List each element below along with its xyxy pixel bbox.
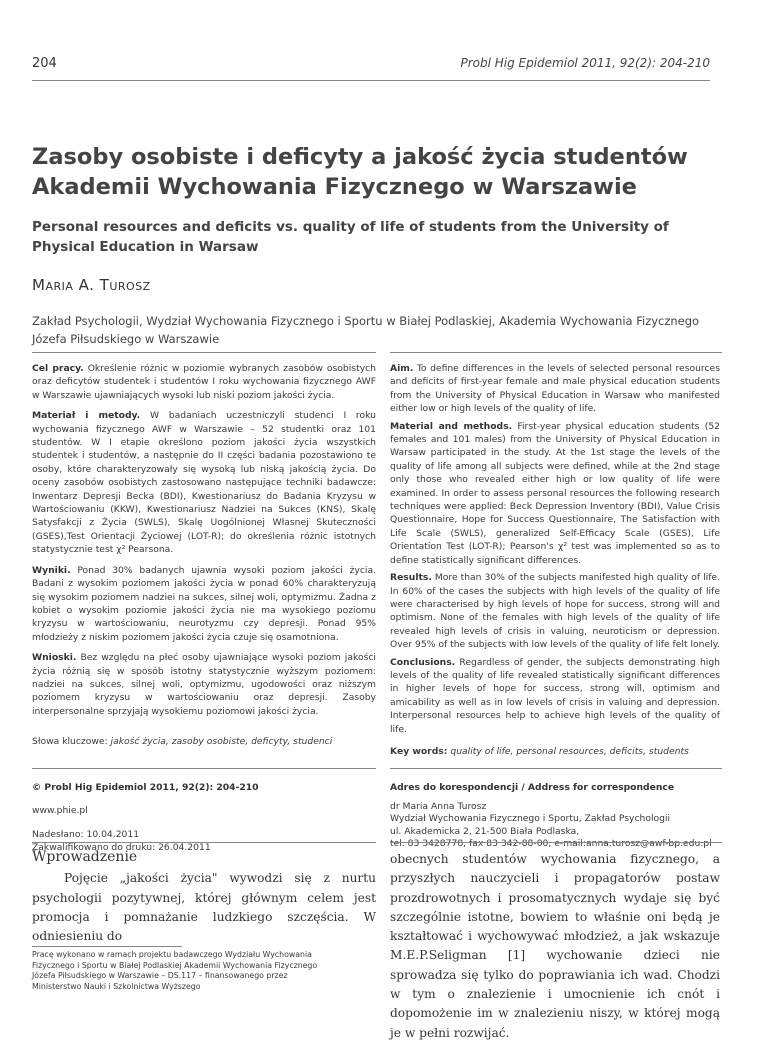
abstract-pl-results <box>32 564 376 644</box>
abstract-divider-right <box>390 352 722 353</box>
meta-divider-left <box>32 768 376 769</box>
funding-footnote: Pracę wykonano w ramach projektu badawczego Wydziału Wychowania Fizycznego i Sportu w Białej Podlaskiej Akademii Wychowania Fizycznego Józefa Piłsudskiego w Warszawie – DS.117 – finansowanego przez Ministerstwo Nauki i Szkolnictwa Wyższego <box>32 950 318 991</box>
keywords-pl-text: jakość życia, zasoby osobiste, deficyty, studenci <box>110 736 333 747</box>
abstract-pl-methods <box>32 409 376 556</box>
body-column-left <box>32 848 376 946</box>
correspondence-heading-text: Adres do korespondencji / Address for correspondence <box>390 782 675 793</box>
copyright-line <box>32 782 376 795</box>
keywords-polish <box>32 736 376 747</box>
intro-paragraph-left: Pojęcie „jakości życia" wywodzi się z nurtu psychologii pozytywnej, której głównym celem jest promocja i pomnażanie ludzkiego szczęścia. W odniesieniu do <box>32 871 376 944</box>
abstract-pl-conclusions-label: Wnioski. <box>32 652 77 664</box>
abstract-en-aim-label: Aim. <box>390 363 414 374</box>
received-date: Nadesłano: 10.04.2011 <box>32 829 140 840</box>
affiliation: Zakład Psychologii, Wydział Wychowania Fizycznego i Sportu w Białej Podlaskiej, Akademia Wychowania Fizycznego Józefa Piłsudskiego w Warszawie <box>32 314 700 346</box>
abstract-pl-aim-label: Cel pracy. <box>32 363 84 374</box>
abstract-pl-results-label: Wyniki. <box>32 564 71 576</box>
abstract-en-aim <box>390 362 720 416</box>
journal-reference: Probl Hig Epidemiol 2011, 92(2): 204-210 <box>460 56 710 70</box>
journal-website: www.phie.pl <box>32 804 88 816</box>
correspondence-heading <box>390 782 720 795</box>
abstract-en-conclusions-text: Regardless of gender, the subjects demonstrating high levels of the quality of life revealed statistically significant differences in higher levels of hope for success, strong will, optimism and amicability as well as in low levels of crisis in valuing and depression. Interpersonal resources help to achieve high levels of the quality of life. <box>390 656 721 735</box>
correspondence-name: dr Maria Anna Turosz <box>390 800 487 812</box>
title-polish: Zasoby osobiste i deficyty a jakość życia studentów Akademii Wychowania Fizycznego w Warszawie <box>32 144 688 200</box>
abstract-pl-conclusions <box>32 651 376 718</box>
header-divider <box>32 80 710 81</box>
section-heading-introduction: Wprowadzenie <box>32 849 138 865</box>
keywords-en-text: quality of life, personal resources, deficits, students <box>450 746 689 757</box>
meta-divider-right <box>390 768 722 769</box>
abstract-pl-methods-label: Materiał i metody. <box>32 410 141 422</box>
abstract-en-results <box>390 571 720 651</box>
body-divider-right <box>390 842 722 843</box>
keywords-en-label: Key words: <box>390 746 448 757</box>
correspondence-dept: Wydział Wychowania Fizycznego i Sportu, Zakład Psychologii <box>390 813 671 824</box>
abstract-en-conclusions <box>390 656 720 736</box>
abstract-english <box>390 362 720 740</box>
abstract-en-methods <box>390 420 720 567</box>
abstract-en-methods-label: Material and methods. <box>390 420 513 432</box>
abstract-en-results-text: More than 30% of the subjects manifested high quality of life. In 60% of the cases the subjects with high levels of the quality of life were characterised by high levels of hope for success, strong will and optimism. None of the females with high levels of the quality of life revealed high levels of crisis in valuing, neuroticism or depression. Over 95% of the subjects with low levels of the quality of life felt lonely. <box>390 572 720 651</box>
abstract-en-conclusions-label: Conclusions. <box>390 656 456 668</box>
intro-paragraph-right: obecnych studentów wychowania fizycznego, a przyszłych nauczycieli i propagatorów postaw prozdrowotnych i prosomatycznych wydaje się być szczególnie istotne, bowiem to właśnie oni będą je kształtować i wychowywać młodzież, a jak wskazuje M.E.P.Seligman [1] wychowanie dzieci nie sprowadza się tylko do poprawiania ich wad. Chodzi w tym o znalezienie i umocnienie ich cnót i dopomożenie im w znalezieniu niszy, w której mogą je w pełni rozwijać. <box>390 852 720 1040</box>
correspondence-contact: tel. 83 3428778, fax 83 342-88-00, e-mail:anna.turosz@awf-bp.edu.pl <box>390 838 712 849</box>
abstract-en-aim-text: To define differences in the levels of selected personal resources and deficits of first-year female and male physical education students from the University of Physical Education in Warsaw who manifested either low or high levels of the quality of life. <box>390 363 720 415</box>
abstract-divider-left <box>32 352 376 353</box>
title-english: Personal resources and deficits vs. quality of life of students from the University of Physical Education in Warsaw <box>32 219 669 255</box>
abstract-polish <box>32 362 376 725</box>
page-number: 204 <box>32 56 57 71</box>
abstract-pl-aim-text: Określenie różnic w poziomie wybranych zasobów osobistych oraz deficytów studentek i studentów I roku wychowania fizycznego AWF w Warszawie ujawniających wysoki lub niski poziom jakości życia. <box>32 363 377 401</box>
keywords-pl-label: Słowa kluczowe: <box>32 736 108 747</box>
accepted-date: Zakwalifikowano do druku: 26.04.2011 <box>32 841 211 853</box>
author: Maria A. Turosz <box>32 276 151 294</box>
footnote-divider <box>32 946 182 947</box>
abstract-en-methods-text: First-year physical education students (52 females and 101 males) from the University of Physical Education in Warsaw participated in the study. At the 1st stage the levels of the quality of life among all subjects were defined, while at the 2nd stage only those who revealed either high or low quality of life were examined. In order to assess personal resources the following research techniques were applied: Beck Depression Inventory (BDI), Value Crisis Questionnaire, Hope for Success Questionnaire, The Satisfaction with Life Scale (SWLS), generalized Self-Efficacy Scale (GSES), Life Orientation Test (LOT-R); Pearson's χ² test was implemented so as to define statistically significant differences. <box>390 420 721 566</box>
article-metadata <box>32 782 376 854</box>
body-column-right <box>390 850 720 1043</box>
abstract-pl-aim <box>32 362 376 402</box>
abstract-pl-results-text: Ponad 30% badanych ujawnia wysoki poziom jakości życia. Badani z wysokim poziomem jakości życia w ponad 60% charakteryzują się wysokim poziomem nadziei na sukces, silnej woli, optymizmu. Żadna z kobiet o wysokim poziomie jakości życia nie ma wysokiego poziomu kryzysu w wartościowaniu, neurotyzmu czy depresji. Ponad 95% młodzieży z niskim poziomem jakości życia czuje się osamotniona. <box>32 564 376 643</box>
correspondence-street: ul. Akademicka 2, 21-500 Biała Podlaska, <box>390 825 580 837</box>
abstract-pl-methods-text: W badaniach uczestniczyli studenci I roku wychowania fizycznego AWF w Warszawie – 52 studentki oraz 101 studentów. W I etapie określono poziom jakości życia wszystkich studentek i studentów, a następnie do II części badania pozostawiono te osoby, które charakteryzowały się wysoką lub niską jakością życia. Do oceny zasobów osobistych zastosowano następujące techniki badawcze: Inwentarz Depresji Becka (BDI), Kwestionariusz do Badania Kryzysu w Wartościowaniu (KKW), Kwestionariusz Nadziei na Sukces (KNS), Skalę Satysfakcji z Życia (SWLS), Skalę Uogólnionej Własnej Skuteczności (GSES),Test Orientacji Życiowej (LOT-R); do określenia różnic istotnych statystycznie test χ² Pearsona. <box>32 410 376 556</box>
body-divider-left <box>32 842 376 843</box>
abstract-en-results-label: Results. <box>390 572 432 584</box>
abstract-pl-conclusions-text: Bez względu na płeć osoby ujawniające wysoki poziom jakości życia różnią się w sposób istotny statystycznie wyższym poziomem: nadziei na sukces, silnej woli, optymizmu, ugodowości oraz niższym poziomem kryzysu w wartościowaniu oraz depresji. Zasoby interpersonalne sprzyjają wysokiemu poziomowi jakości życia. <box>32 652 376 717</box>
copyright-text: © Probl Hig Epidemiol 2011, 92(2): 204-210 <box>32 782 259 793</box>
keywords-english <box>390 746 720 757</box>
correspondence-address <box>390 782 720 851</box>
